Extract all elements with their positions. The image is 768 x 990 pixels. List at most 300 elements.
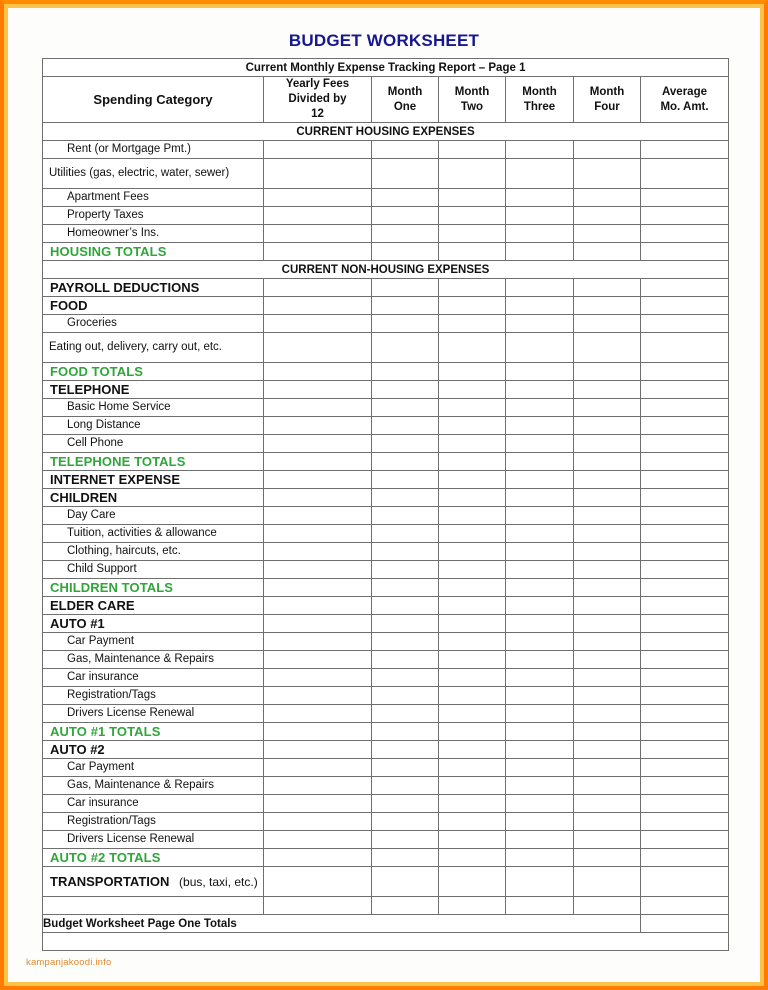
- cell-clothing-m2[interactable]: [439, 543, 506, 561]
- cell-payroll-m3[interactable]: [506, 279, 574, 297]
- cell-auto2-reg-avg[interactable]: [641, 813, 729, 831]
- cell-auto1-totals-yearly[interactable]: [264, 723, 372, 741]
- table-row-blank: [43, 897, 729, 915]
- cell-auto2-ins-m4[interactable]: [574, 795, 641, 813]
- cell-auto2-gas-m2[interactable]: [439, 777, 506, 795]
- cell-auto2-gas-m4[interactable]: [574, 777, 641, 795]
- cell-cellphone-avg[interactable]: [641, 435, 729, 453]
- cell-groceries-m1[interactable]: [372, 315, 439, 333]
- cell-blank-category[interactable]: [43, 897, 264, 915]
- cell-property-yearly[interactable]: [264, 207, 372, 225]
- cell-payroll-yearly[interactable]: [264, 279, 372, 297]
- cell-transportation-avg[interactable]: [641, 867, 729, 897]
- cell-auto1-ins-m3[interactable]: [506, 669, 574, 687]
- cell-auto2-reg-m1[interactable]: [372, 813, 439, 831]
- cell-auto2-ins-avg[interactable]: [641, 795, 729, 813]
- cell-transportation-m1[interactable]: [372, 867, 439, 897]
- cell-cellphone-m1[interactable]: [372, 435, 439, 453]
- cell-daycare-m2[interactable]: [439, 507, 506, 525]
- row-label-food: FOOD: [43, 297, 264, 315]
- cell-auto1-payment-m2[interactable]: [439, 633, 506, 651]
- group-row-food: [43, 297, 729, 315]
- cell-food-totals-m4[interactable]: [574, 363, 641, 381]
- table-row: [43, 399, 729, 417]
- table-header-row: [43, 59, 729, 77]
- transportation-note-text: (bus, taxi, etc.): [179, 874, 258, 889]
- cell-auto1-totals-m2[interactable]: [439, 723, 506, 741]
- cell-auto2-ins-m2[interactable]: [439, 795, 506, 813]
- budget-worksheet-table: [42, 58, 729, 951]
- table-row: [43, 669, 729, 687]
- cell-rent-avg[interactable]: [641, 141, 729, 159]
- month-two-line2: Two: [460, 100, 484, 113]
- cell-auto2-ins-m1[interactable]: [372, 795, 439, 813]
- cell-tel-totals-avg[interactable]: [641, 453, 729, 471]
- row-label-auto2: AUTO #2: [43, 741, 264, 759]
- cell-rent-m2[interactable]: [439, 141, 506, 159]
- cell-utilities-m2[interactable]: [439, 159, 506, 189]
- cell-groceries-avg[interactable]: [641, 315, 729, 333]
- cell-auto2-payment-yearly[interactable]: [264, 759, 372, 777]
- cell-childsupport-m1[interactable]: [372, 561, 439, 579]
- cell-longdistance-m1[interactable]: [372, 417, 439, 435]
- cell-telephone-m3[interactable]: [506, 381, 574, 399]
- cell-food-m1[interactable]: [372, 297, 439, 315]
- cell-footer-blank[interactable]: [43, 933, 729, 951]
- cell-apartment-m3[interactable]: [506, 189, 574, 207]
- yearly-fees-line1: Yearly Fees: [285, 78, 350, 90]
- cell-childsupport-m3[interactable]: [506, 561, 574, 579]
- row-label-elder-care: ELDER CARE: [43, 597, 264, 615]
- cell-clothing-m3[interactable]: [506, 543, 574, 561]
- cell-auto2-lic-m2[interactable]: [439, 831, 506, 849]
- table-row: [43, 597, 729, 615]
- cell-auto2-gas-m3[interactable]: [506, 777, 574, 795]
- cell-internet-yearly[interactable]: [264, 471, 372, 489]
- cell-food-yearly[interactable]: [264, 297, 372, 315]
- cell-children-avg[interactable]: [641, 489, 729, 507]
- cell-basic-yearly[interactable]: [264, 399, 372, 417]
- cell-rent-m1[interactable]: [372, 141, 439, 159]
- cell-children-m3[interactable]: [506, 489, 574, 507]
- row-label-apartment-fees: Apartment Fees: [43, 189, 264, 207]
- cell-property-m1[interactable]: [372, 207, 439, 225]
- cell-telephone-m4[interactable]: [574, 381, 641, 399]
- cell-transportation-m2[interactable]: [439, 867, 506, 897]
- column-header-month-four: [574, 77, 641, 123]
- cell-longdistance-m2[interactable]: [439, 417, 506, 435]
- cell-blank-yearly[interactable]: [264, 897, 372, 915]
- cell-auto2-totals-m4[interactable]: [574, 849, 641, 867]
- cell-utilities-m4[interactable]: [574, 159, 641, 189]
- cell-tel-totals-m4[interactable]: [574, 453, 641, 471]
- cell-cellphone-m2[interactable]: [439, 435, 506, 453]
- cell-internet-m4[interactable]: [574, 471, 641, 489]
- cell-auto1-ins-yearly[interactable]: [264, 669, 372, 687]
- cell-auto1-totals-avg[interactable]: [641, 723, 729, 741]
- cell-auto1-reg-m2[interactable]: [439, 687, 506, 705]
- cell-groceries-yearly[interactable]: [264, 315, 372, 333]
- cell-auto2-totals-m1[interactable]: [372, 849, 439, 867]
- month-three-line2: Three: [523, 100, 556, 113]
- cell-children-totals-m3[interactable]: [506, 579, 574, 597]
- cell-auto1-ins-m2[interactable]: [439, 669, 506, 687]
- cell-auto2-reg-m4[interactable]: [574, 813, 641, 831]
- cell-rent-yearly[interactable]: [264, 141, 372, 159]
- cell-children-yearly[interactable]: [264, 489, 372, 507]
- cell-children-totals-yearly[interactable]: [264, 579, 372, 597]
- cell-daycare-m1[interactable]: [372, 507, 439, 525]
- cell-auto2-payment-m3[interactable]: [506, 759, 574, 777]
- cell-clothing-yearly[interactable]: [264, 543, 372, 561]
- cell-auto1-yearly[interactable]: [264, 615, 372, 633]
- cell-auto1-payment-m1[interactable]: [372, 633, 439, 651]
- cell-auto1-gas-m3[interactable]: [506, 651, 574, 669]
- cell-auto1-ins-m4[interactable]: [574, 669, 641, 687]
- cell-eldercare-m1[interactable]: [372, 597, 439, 615]
- cell-eatingout-avg[interactable]: [641, 333, 729, 363]
- row-label-cell-phone: Cell Phone: [43, 435, 264, 453]
- yearly-fees-line3: 12: [311, 108, 324, 120]
- cell-auto1-payment-yearly[interactable]: [264, 633, 372, 651]
- cell-payroll-m2[interactable]: [439, 279, 506, 297]
- cell-childsupport-avg[interactable]: [641, 561, 729, 579]
- cell-property-m4[interactable]: [574, 207, 641, 225]
- cell-auto2-payment-m4[interactable]: [574, 759, 641, 777]
- cell-auto1-gas-avg[interactable]: [641, 651, 729, 669]
- cell-auto2-m1[interactable]: [372, 741, 439, 759]
- cell-telephone-m1[interactable]: [372, 381, 439, 399]
- cell-tuition-m3[interactable]: [506, 525, 574, 543]
- cell-auto2-lic-avg[interactable]: [641, 831, 729, 849]
- cell-daycare-m3[interactable]: [506, 507, 574, 525]
- cell-groceries-m3[interactable]: [506, 315, 574, 333]
- table-row: [43, 867, 729, 897]
- month-one-line1: Month: [387, 85, 423, 98]
- cell-auto2-reg-m2[interactable]: [439, 813, 506, 831]
- cell-clothing-m1[interactable]: [372, 543, 439, 561]
- cell-eatingout-m1[interactable]: [372, 333, 439, 363]
- cell-childsupport-m2[interactable]: [439, 561, 506, 579]
- cell-auto2-ins-yearly[interactable]: [264, 795, 372, 813]
- cell-auto1-m1[interactable]: [372, 615, 439, 633]
- row-label-auto1-license: Drivers License Renewal: [43, 705, 264, 723]
- cell-auto1-lic-m1[interactable]: [372, 705, 439, 723]
- cell-auto2-lic-m3[interactable]: [506, 831, 574, 849]
- cell-food-totals-avg[interactable]: [641, 363, 729, 381]
- row-label-auto2-gas: Gas, Maintenance & Repairs: [43, 777, 264, 795]
- column-header-month-three: [506, 77, 574, 123]
- totals-row-children: [43, 579, 729, 597]
- cell-auto1-lic-m2[interactable]: [439, 705, 506, 723]
- row-label-transportation: [43, 867, 264, 897]
- cell-telephone-yearly[interactable]: [264, 381, 372, 399]
- cell-homeowners-m4[interactable]: [574, 225, 641, 243]
- table-row: [43, 795, 729, 813]
- cell-auto2-payment-avg[interactable]: [641, 759, 729, 777]
- cell-transportation-m4[interactable]: [574, 867, 641, 897]
- cell-payroll-m1[interactable]: [372, 279, 439, 297]
- cell-children-totals-m4[interactable]: [574, 579, 641, 597]
- cell-blank-m1[interactable]: [372, 897, 439, 915]
- cell-eatingout-m4[interactable]: [574, 333, 641, 363]
- cell-tuition-m4[interactable]: [574, 525, 641, 543]
- cell-childsupport-yearly[interactable]: [264, 561, 372, 579]
- cell-auto1-reg-yearly[interactable]: [264, 687, 372, 705]
- cell-auto2-ins-m3[interactable]: [506, 795, 574, 813]
- cell-auto1-reg-m3[interactable]: [506, 687, 574, 705]
- cell-auto2-totals-m2[interactable]: [439, 849, 506, 867]
- cell-clothing-avg[interactable]: [641, 543, 729, 561]
- cell-auto1-reg-m4[interactable]: [574, 687, 641, 705]
- cell-auto2-lic-yearly[interactable]: [264, 831, 372, 849]
- cell-auto1-gas-m1[interactable]: [372, 651, 439, 669]
- cell-auto1-gas-yearly[interactable]: [264, 651, 372, 669]
- table-row: [43, 225, 729, 243]
- table-row: [43, 759, 729, 777]
- cell-apartment-m4[interactable]: [574, 189, 641, 207]
- cell-auto2-reg-yearly[interactable]: [264, 813, 372, 831]
- cell-internet-avg[interactable]: [641, 471, 729, 489]
- table-row: [43, 705, 729, 723]
- cell-auto1-reg-m1[interactable]: [372, 687, 439, 705]
- yearly-fees-line2: Divided by: [288, 93, 347, 105]
- cell-groceries-m2[interactable]: [439, 315, 506, 333]
- table-row: [43, 633, 729, 651]
- cell-transportation-yearly[interactable]: [264, 867, 372, 897]
- cell-auto1-payment-m4[interactable]: [574, 633, 641, 651]
- cell-apartment-m1[interactable]: [372, 189, 439, 207]
- cell-food-avg[interactable]: [641, 297, 729, 315]
- cell-auto1-lic-m3[interactable]: [506, 705, 574, 723]
- cell-eldercare-m2[interactable]: [439, 597, 506, 615]
- row-label-auto1-gas: Gas, Maintenance & Repairs: [43, 651, 264, 669]
- cell-eldercare-yearly[interactable]: [264, 597, 372, 615]
- cell-housing-totals-yearly[interactable]: [264, 243, 372, 261]
- cell-grand-total-value[interactable]: [641, 915, 729, 933]
- cell-tuition-m1[interactable]: [372, 525, 439, 543]
- cell-auto1-lic-avg[interactable]: [641, 705, 729, 723]
- row-label-groceries: Groceries: [43, 315, 264, 333]
- cell-tel-totals-m1[interactable]: [372, 453, 439, 471]
- table-row: [43, 315, 729, 333]
- row-label-housing-totals: HOUSING TOTALS: [43, 243, 264, 261]
- table-row: [43, 777, 729, 795]
- cell-children-totals-avg[interactable]: [641, 579, 729, 597]
- cell-housing-totals-m4[interactable]: [574, 243, 641, 261]
- cell-rent-m3[interactable]: [506, 141, 574, 159]
- cell-tel-totals-yearly[interactable]: [264, 453, 372, 471]
- row-label-auto2-license: Drivers License Renewal: [43, 831, 264, 849]
- cell-transportation-m3[interactable]: [506, 867, 574, 897]
- table-row: [43, 831, 729, 849]
- cell-utilities-m1[interactable]: [372, 159, 439, 189]
- cell-auto1-m4[interactable]: [574, 615, 641, 633]
- cell-daycare-yearly[interactable]: [264, 507, 372, 525]
- cell-auto2-lic-m1[interactable]: [372, 831, 439, 849]
- cell-basic-m3[interactable]: [506, 399, 574, 417]
- cell-tuition-avg[interactable]: [641, 525, 729, 543]
- cell-eatingout-yearly[interactable]: [264, 333, 372, 363]
- cell-tel-totals-m2[interactable]: [439, 453, 506, 471]
- cell-homeowners-m2[interactable]: [439, 225, 506, 243]
- cell-property-avg[interactable]: [641, 207, 729, 225]
- cell-housing-totals-avg[interactable]: [641, 243, 729, 261]
- cell-eldercare-m4[interactable]: [574, 597, 641, 615]
- report-title-cell: Current Monthly Expense Tracking Report – Page 1: [43, 59, 729, 77]
- cell-auto2-totals-yearly[interactable]: [264, 849, 372, 867]
- cell-cellphone-yearly[interactable]: [264, 435, 372, 453]
- page-title: BUDGET WORKSHEET: [288, 31, 480, 50]
- cell-auto2-reg-m3[interactable]: [506, 813, 574, 831]
- cell-telephone-avg[interactable]: [641, 381, 729, 399]
- cell-longdistance-m3[interactable]: [506, 417, 574, 435]
- cell-auto2-gas-yearly[interactable]: [264, 777, 372, 795]
- cell-rent-m4[interactable]: [574, 141, 641, 159]
- cell-auto2-yearly[interactable]: [264, 741, 372, 759]
- cell-homeowners-m1[interactable]: [372, 225, 439, 243]
- table-row: [43, 189, 729, 207]
- row-label-auto1-insurance: Car insurance: [43, 669, 264, 687]
- cell-utilities-yearly[interactable]: [264, 159, 372, 189]
- cell-blank-m4[interactable]: [574, 897, 641, 915]
- cell-utilities-m3[interactable]: [506, 159, 574, 189]
- cell-auto1-lic-yearly[interactable]: [264, 705, 372, 723]
- cell-auto2-gas-m1[interactable]: [372, 777, 439, 795]
- cell-auto1-payment-m3[interactable]: [506, 633, 574, 651]
- cell-auto1-payment-avg[interactable]: [641, 633, 729, 651]
- cell-longdistance-yearly[interactable]: [264, 417, 372, 435]
- cell-auto1-totals-m1[interactable]: [372, 723, 439, 741]
- cell-auto1-m2[interactable]: [439, 615, 506, 633]
- cell-food-totals-m1[interactable]: [372, 363, 439, 381]
- cell-auto1-reg-avg[interactable]: [641, 687, 729, 705]
- cell-auto2-lic-m4[interactable]: [574, 831, 641, 849]
- cell-housing-totals-m3[interactable]: [506, 243, 574, 261]
- cell-tuition-yearly[interactable]: [264, 525, 372, 543]
- cell-blank-m2[interactable]: [439, 897, 506, 915]
- cell-food-totals-m2[interactable]: [439, 363, 506, 381]
- cell-auto1-gas-m2[interactable]: [439, 651, 506, 669]
- column-header-spending-category: Spending Category: [43, 77, 264, 123]
- cell-cellphone-m3[interactable]: [506, 435, 574, 453]
- cell-auto1-m3[interactable]: [506, 615, 574, 633]
- cell-homeowners-m3[interactable]: [506, 225, 574, 243]
- cell-auto2-avg[interactable]: [641, 741, 729, 759]
- totals-row-auto1: [43, 723, 729, 741]
- cell-daycare-avg[interactable]: [641, 507, 729, 525]
- cell-auto2-totals-m3[interactable]: [506, 849, 574, 867]
- cell-food-m4[interactable]: [574, 297, 641, 315]
- cell-children-m4[interactable]: [574, 489, 641, 507]
- cell-auto1-ins-avg[interactable]: [641, 669, 729, 687]
- cell-tuition-m2[interactable]: [439, 525, 506, 543]
- cell-auto2-totals-avg[interactable]: [641, 849, 729, 867]
- cell-auto2-m2[interactable]: [439, 741, 506, 759]
- row-label-utilities: Utilities (gas, electric, water, sewer): [43, 159, 264, 189]
- cell-daycare-m4[interactable]: [574, 507, 641, 525]
- cell-cellphone-m4[interactable]: [574, 435, 641, 453]
- cell-basic-avg[interactable]: [641, 399, 729, 417]
- table-row: [43, 471, 729, 489]
- cell-auto1-lic-m4[interactable]: [574, 705, 641, 723]
- table-row-blank-footer: [43, 933, 729, 951]
- cell-apartment-avg[interactable]: [641, 189, 729, 207]
- cell-children-m1[interactable]: [372, 489, 439, 507]
- cell-housing-totals-m2[interactable]: [439, 243, 506, 261]
- cell-food-totals-m3[interactable]: [506, 363, 574, 381]
- cell-blank-m3[interactable]: [506, 897, 574, 915]
- cell-auto2-payment-m2[interactable]: [439, 759, 506, 777]
- cell-groceries-m4[interactable]: [574, 315, 641, 333]
- cell-children-totals-m2[interactable]: [439, 579, 506, 597]
- cell-housing-totals-m1[interactable]: [372, 243, 439, 261]
- cell-basic-m1[interactable]: [372, 399, 439, 417]
- cell-payroll-avg[interactable]: [641, 279, 729, 297]
- cell-auto1-totals-m3[interactable]: [506, 723, 574, 741]
- cell-auto2-payment-m1[interactable]: [372, 759, 439, 777]
- cell-children-m2[interactable]: [439, 489, 506, 507]
- cell-auto1-avg[interactable]: [641, 615, 729, 633]
- cell-eatingout-m3[interactable]: [506, 333, 574, 363]
- cell-auto1-totals-m4[interactable]: [574, 723, 641, 741]
- cell-food-totals-yearly[interactable]: [264, 363, 372, 381]
- cell-auto2-m3[interactable]: [506, 741, 574, 759]
- cell-basic-m4[interactable]: [574, 399, 641, 417]
- cell-apartment-yearly[interactable]: [264, 189, 372, 207]
- cell-eldercare-avg[interactable]: [641, 597, 729, 615]
- cell-childsupport-m4[interactable]: [574, 561, 641, 579]
- row-label-telephone: TELEPHONE: [43, 381, 264, 399]
- cell-telephone-m2[interactable]: [439, 381, 506, 399]
- cell-eatingout-m2[interactable]: [439, 333, 506, 363]
- cell-clothing-m4[interactable]: [574, 543, 641, 561]
- row-label-grand-total: Budget Worksheet Page One Totals: [43, 915, 641, 933]
- row-label-eating-out: Eating out, delivery, carry out, etc.: [43, 333, 264, 363]
- table-row: [43, 561, 729, 579]
- column-header-yearly-fees: [264, 77, 372, 123]
- cell-auto2-gas-avg[interactable]: [641, 777, 729, 795]
- row-label-telephone-totals: TELEPHONE TOTALS: [43, 453, 264, 471]
- worksheet-sheet: [8, 8, 760, 982]
- cell-homeowners-avg[interactable]: [641, 225, 729, 243]
- cell-food-m3[interactable]: [506, 297, 574, 315]
- cell-auto2-m4[interactable]: [574, 741, 641, 759]
- cell-payroll-m4[interactable]: [574, 279, 641, 297]
- cell-food-m2[interactable]: [439, 297, 506, 315]
- row-label-food-totals: FOOD TOTALS: [43, 363, 264, 381]
- cell-property-m2[interactable]: [439, 207, 506, 225]
- cell-blank-avg[interactable]: [641, 897, 729, 915]
- cell-tel-totals-m3[interactable]: [506, 453, 574, 471]
- cell-basic-m2[interactable]: [439, 399, 506, 417]
- cell-homeowners-yearly[interactable]: [264, 225, 372, 243]
- cell-eldercare-m3[interactable]: [506, 597, 574, 615]
- cell-apartment-m2[interactable]: [439, 189, 506, 207]
- cell-auto1-ins-m1[interactable]: [372, 669, 439, 687]
- cell-internet-m2[interactable]: [439, 471, 506, 489]
- cell-internet-m1[interactable]: [372, 471, 439, 489]
- row-label-property-taxes: Property Taxes: [43, 207, 264, 225]
- cell-utilities-avg[interactable]: [641, 159, 729, 189]
- cell-children-totals-m1[interactable]: [372, 579, 439, 597]
- cell-auto1-gas-m4[interactable]: [574, 651, 641, 669]
- cell-longdistance-m4[interactable]: [574, 417, 641, 435]
- cell-longdistance-avg[interactable]: [641, 417, 729, 435]
- row-label-child-support: Child Support: [43, 561, 264, 579]
- cell-property-m3[interactable]: [506, 207, 574, 225]
- cell-internet-m3[interactable]: [506, 471, 574, 489]
